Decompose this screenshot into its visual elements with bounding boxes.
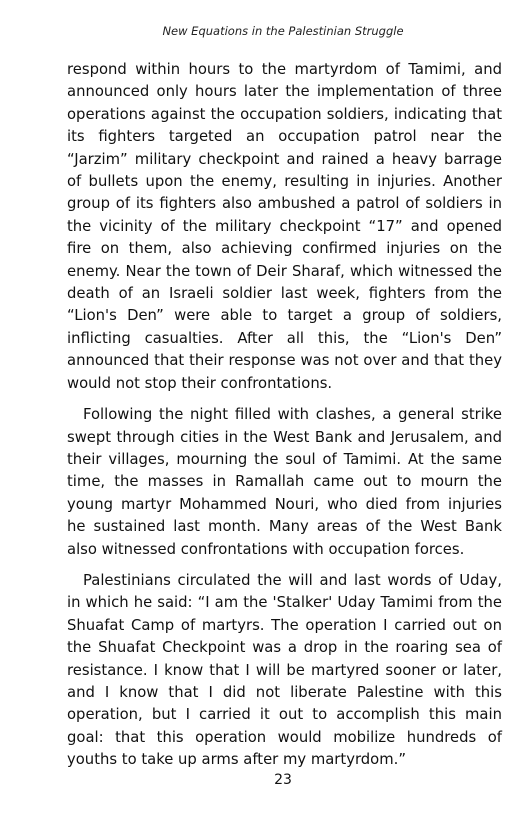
page-number: 23	[274, 772, 292, 788]
paragraph: Following the night filled with clashes, a general strike swept through cities in the West Bank and Jerusalem, and their villages, mourning the soul of Tamimi. At the same time, the masses in Ramallah came out to mourn the young martyr Mohammed Nouri, who died from injuries he sustained last month. Many areas of the West Bank also witnessed confrontations with occupation forces.	[67, 406, 502, 558]
paragraph: Palestinians circulated the will and last words of Uday, in which he said: “I am the 'Stalker' Uday Tamimi from the Shuafat Camp of martyrs. The operation I carried out on the Shuafat Checkpoint was a drop in the roaring sea of resistance. I know that I will be martyred sooner or later, and I know that I did not liberate Palestine with this operation, but I carried it out to accomplish this main goal: that this operation would mobilize hundreds of youths to take up arms after my martyrdom.”	[67, 571, 502, 769]
running-header: New Equations in the Palestinian Struggle	[162, 24, 404, 38]
paragraph: respond within hours to the martyrdom of Tamimi, and announced only hours later the implementation of three operations against the occupation soldiers, indicating that its fighters targeted an occupation patrol near the “Jarzim” military checkpoint and rained a heavy barrage of bullets upon the enemy, resulting in injuries. Another group of its fighters also ambushed a patrol of soldiers in the vicinity of the military checkpoint “17” and opened fire on them, also achieving confirmed injuries on the enemy. Near the town of Deir Sharaf, which witnessed the death of an Israeli soldier last week, fighters from the “Lion's Den” were able to target a group of soldiers, inflicting casualties. After all this, the “Lion's Den” announced that their response was not over and that they would not stop their confrontations.	[67, 61, 502, 392]
body-text	[67, 59, 502, 781]
